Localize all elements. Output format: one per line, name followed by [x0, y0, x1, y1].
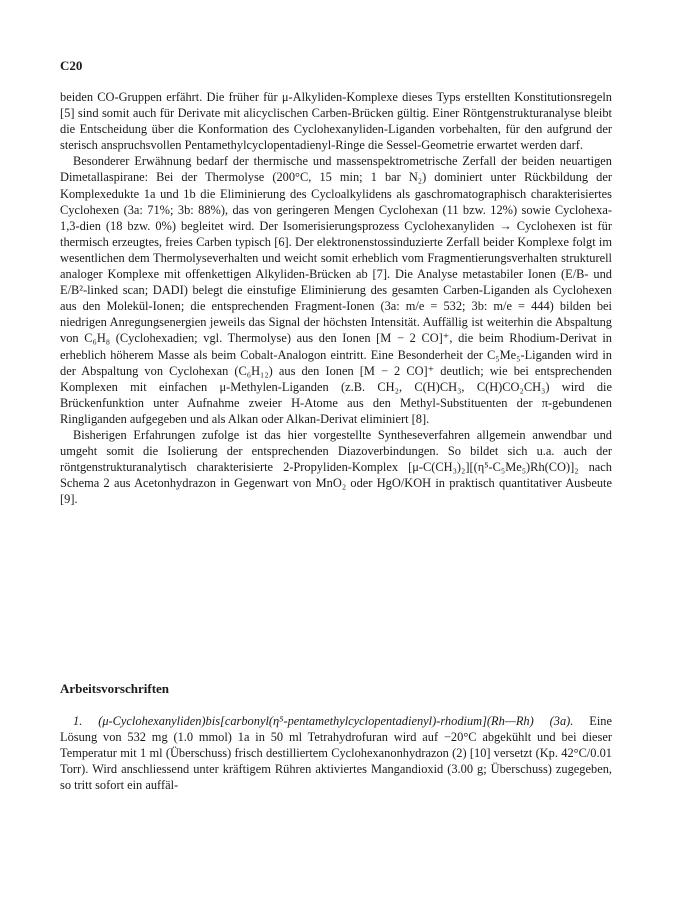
page-number: C20: [60, 58, 83, 73]
procedure-paragraph: [60, 713, 612, 793]
procedure-block: [60, 713, 612, 793]
section-heading: Arbeitsvorschriften: [60, 681, 170, 696]
paragraph-synthesis-scope: Bisherigen Erfahrungen zufolge ist das hier vorgestellte Syntheseverfahren allgemein anwendbar und umgeht somit die Isolierung der entsprechenden Diazoverbindungen. So bildet sich u.a. auch der röntgenstrukturanalytisch charakterisierte 2-Propyliden-Komplex [μ-C(CH₃)₂][(η⁵-C₅Me₅)Rh(CO)]₂ nach Schema 2 aus Acetonhydrazon in Gegenwart von MnO₂ oder HgO/KOH in praktisch quantitativer Ausbeute [9].: [60, 427, 612, 507]
body-text: [60, 89, 612, 507]
paragraph-conformation: beiden CO-Gruppen erfährt. Die früher für μ-Alkyliden-Komplexe dieses Typs erstellten Konstitutionsregeln [5] sind somit auch für Derivate mit alicyclischen Carben-Brücken gültig. Einer Röntgenstrukturanalyse bleibt die Entscheidung über die Konformation des Cyclohexanyliden-Liganden vorbehalten, für den aufgrund der sterisch anspruchsvollen Pentamethylcyclopentadienyl-Ringe die Sessel-Geometrie erwartet werden darf.: [60, 90, 612, 153]
procedure-text: Eine Lösung von 532 mg (1.0 mmol) 1a in 50 ml Tetrahydrofuran wird auf −20°C abgekühlt und bei dieser Temperatur mit 1 ml (Überschuss) frisch destilliertem Cyclohexanonhydrazon (2) [10] versetzt (Kp. 42°C/0.01 Torr). Wird anschliessend unter kräftigem Rühren aktiviertes Mangandioxid (3.00 g; Überschuss) zugegeben, so tritt sofort ein auffäl-: [60, 714, 612, 793]
paragraph-thermolysis: Besonderer Erwähnung bedarf der thermische und massenspektrometrische Zerfall der beiden neuartigen Dimetallaspirane: Bei der Thermolyse (200°C, 15 min; 1 bar N₂) dominiert unter Rückbildung der Komplexedukte 1a und 1b die Eliminierung des Cycloalkylidens als gaschromatographisch charakterisiertes Cyclohexen (3a: 71%; 3b: 88%), das von geringeren Mengen Cyclohexan (11 bzw. 12%) sowie Cyclohexa-1,3-dien (18 bzw. 0%) begleitet wird. Der Isomerisierungsprozess Cyclohexanyliden → Cyclohexen ist für thermisch erzeugtes, freies Carben typisch [6]. Der elektronenstossinduzierte Zerfall beider Komplexe folgt im wesentlichen dem Thermolyseverhalten und weicht somit erheblich vom Fragmentierungsverhalten strukturell analoger Komplexe mit offenkettigen Alkyliden-Brücken ab [7]. Die Analyse metastabiler Ionen (E/B- und E/B²-linked scan; DADI) belegt die einstufige Eliminierung des gesamten Carben-Liganden als Cyclohexen aus den Molekül-Ionen; die entsprechenden Fragment-Ionen (3a: m/e = 532; 3b: m/e = 444) bilden bei niedrigen Anregungsenergien jeweils das Signal der höchsten Intensität. Auffällig ist weiterhin die Abspaltung von C₆H₈ (Cyclohexadien; vgl. Thermolyse) aus den Ionen [M − 2 CO]⁺, die beim Rhodium-Derivat in erheblich höherem Masse als beim Cobalt-Analogon eintritt. Eine Besonderheit der C₅Me₅-Liganden wird in der Abspaltung von Cyclohexan (C₆H₁₂) aus den Ionen [M − 2 CO]⁺ deutlich; wie bei entsprechenden Komplexen mit einfachen μ-Methylen-Liganden (z.B. CH₂, C(H)CH₃, C(H)CO₂CH₃) wird die Brückenfunktion unter Aufnahme zweier H-Atome aus den Methyl-Substituenten der π-gebundenen Ringliganden aufgegeben und als Alkan oder Alkan-Derivat eliminiert [8].: [60, 154, 612, 426]
procedure-title: 1. (μ-Cyclohexanyliden)bis[carbonyl(η⁵-pentamethylcyclopentadienyl)-rhodium](Rh—Rh) (3a).: [73, 714, 574, 728]
